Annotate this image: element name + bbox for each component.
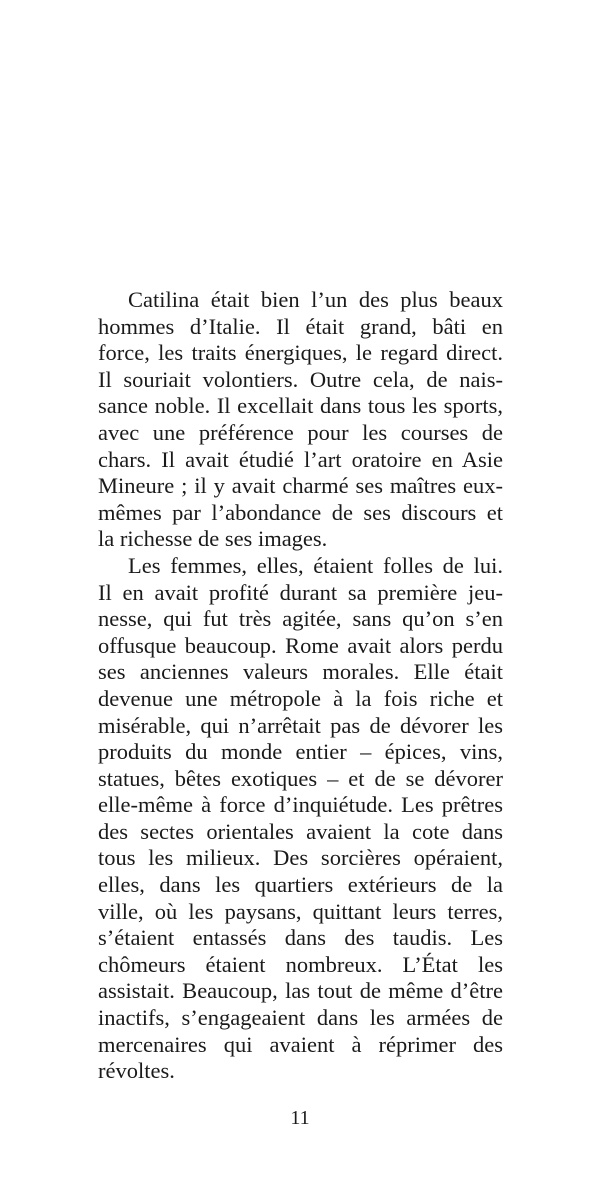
text-line: avec une préférence pour les courses de [98,419,503,445]
paragraph-2 [98,553,503,1085]
text-line: Il souriait volontiers. Outre cela, de nais- [98,366,503,392]
text-line: Les femmes, elles, étaient folles de lui. [128,552,503,578]
text-line: devenue une métropole à la fois riche et [98,685,503,711]
text-line: elle-même à force d’inquiétude. Les prêtres [98,792,503,818]
text-line: offusque beaucoup. Rome avait alors perdu [98,632,503,658]
text-line: produits du monde entier – épices, vins, [98,739,503,765]
text-line: sance noble. Il excellait dans tous les sports, [98,393,503,419]
text-line: révoltes. [98,1058,175,1084]
text-line: nesse, qui fut très agitée, sans qu’on s’en [98,606,503,632]
text-line: hommes d’Italie. Il était grand, bâti en [98,313,503,339]
text-line: ses anciennes valeurs morales. Elle était [98,659,503,685]
text-line: statues, bêtes exotiques – et de se dévorer [98,765,503,791]
text-line: chars. Il avait étudié l’art oratoire en Asie [98,446,503,472]
text-line: chômeurs étaient nombreux. L’État les [98,951,503,977]
text-line: misérable, qui n’arrêtait pas de dévorer les [98,712,503,738]
body-text [98,287,503,1085]
text-line: des sectes orientales avaient la cote dans [98,818,503,844]
text-line: inactifs, s’engageaient dans les armées de [98,1005,503,1031]
text-line: ville, où les paysans, quittant leurs terres, [98,898,503,924]
paragraph-1 [98,287,503,553]
text-line: force, les traits énergiques, le regard direct. [98,340,503,366]
text-line: elles, dans les quartiers extérieurs de la [98,872,503,898]
text-line: tous les milieux. Des sorcières opéraient, [98,845,503,871]
text-line: s’étaient entassés dans des taudis. Les [98,925,503,951]
text-line: Mineure ; il y avait charmé ses maîtres eux- [98,473,503,499]
text-line: Catilina était bien l’un des plus beaux [128,287,503,312]
text-line: mercenaires qui avaient à réprimer des [98,1031,503,1057]
text-line: mêmes par l’abondance de ses discours et [98,499,503,525]
text-line: Il en avait profité durant sa première jeu- [98,579,503,605]
text-line: assistait. Beaucoup, las tout de même d’être [98,978,503,1004]
page-number: 11 [290,1107,310,1129]
text-line: la richesse de ses images. [98,526,328,552]
